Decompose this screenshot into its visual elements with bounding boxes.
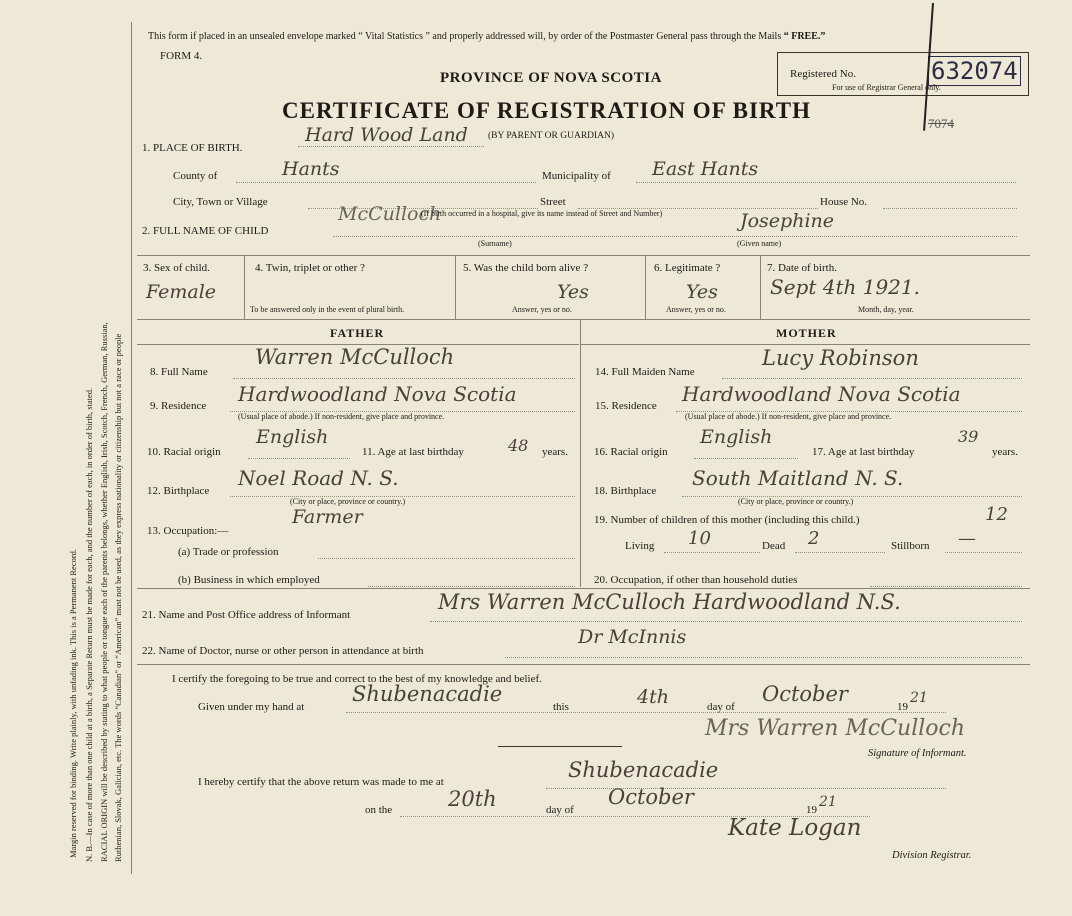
registrar-statement: I hereby certify that the above return was made to me at — [198, 776, 444, 788]
legitimate-value: Yes — [686, 281, 718, 303]
province-heading: PROVINCE OF NOVA SCOTIA — [440, 70, 662, 86]
sex-value: Female — [146, 281, 217, 303]
mother-occupation-label: 20. Occupation, if other than household duties — [594, 574, 798, 586]
mother-racial: English — [700, 426, 773, 448]
father-racial-label: 10. Racial origin — [147, 446, 221, 458]
alive-note: Answer, yes or no. — [512, 305, 572, 314]
mother-age: 39 — [958, 427, 979, 446]
father-residence-label: 9. Residence — [150, 400, 207, 412]
surname-caption: (Surname) — [478, 239, 512, 248]
date-note: Month, day, year. — [858, 305, 914, 314]
twin-label: 4. Twin, triplet or other ? — [255, 262, 365, 274]
stillborn-label: Stillborn — [891, 540, 930, 552]
mother-children: 12 — [985, 504, 1008, 525]
page-title: CERTIFICATE OF REGISTRATION OF BIRTH — [282, 98, 811, 123]
given-under-label: Given under my hand at — [198, 701, 305, 713]
legitimate-note: Answer, yes or no. — [666, 305, 726, 314]
twin-note: To be answered only in the event of plural birth. — [250, 305, 405, 314]
certify-year-prefix: 19 — [897, 701, 908, 713]
registrar-place: Shubenacadie — [568, 758, 719, 782]
street-label: Street — [540, 196, 566, 208]
father-trade-label: (a) Trade or profession — [178, 546, 279, 558]
informant-signature: Mrs Warren McCulloch — [705, 716, 966, 741]
certify-year: 21 — [910, 690, 928, 706]
given-caption: (Given name) — [737, 239, 782, 248]
mother-birthplace: South Maitland N. S. — [692, 466, 904, 490]
struck-number: 7074 — [928, 116, 954, 131]
certify-statement: I certify the foregoing to be true and correct to the best of my knowledge and belief. — [172, 673, 542, 685]
mother-residence-label: 15. Residence — [595, 400, 657, 412]
father-occupation-label: 13. Occupation:— — [147, 525, 229, 537]
father-abode-note: (Usual place of abode.) If non-resident, give place and province. — [238, 412, 445, 421]
alive-value: Yes — [557, 281, 589, 303]
registered-number: 632074 — [928, 56, 1021, 86]
mother-racial-label: 16. Racial origin — [594, 446, 668, 458]
registrar-year: 21 — [819, 794, 837, 810]
municipality-value: East Hants — [652, 158, 759, 180]
county-value: Hants — [282, 158, 340, 180]
registrar-year-prefix: 19 — [806, 804, 817, 816]
father-age: 48 — [508, 436, 529, 455]
mother-children-label: 19. Number of children of this mother (including this child.) — [594, 514, 860, 526]
mother-abode-note: (Usual place of abode.) If non-resident, give place and province. — [685, 412, 892, 421]
child-surname: McCulloch — [338, 203, 442, 225]
registrar-caption: Division Registrar. — [892, 850, 972, 861]
father-occupation: Farmer — [292, 506, 363, 528]
child-given-name: Josephine — [740, 210, 835, 232]
date-label: 7. Date of birth. — [767, 262, 837, 274]
father-birthplace: Noel Road N. S. — [238, 466, 399, 490]
city-label: City, Town or Village — [173, 196, 268, 208]
legitimate-label: 6. Legitimate ? — [654, 262, 721, 274]
margin-note-nb: N. B.—In case of more than one child at a birth, a Separate Return must be made for each, and the number of each, in order of birth, stated. — [84, 387, 94, 862]
place-label: 1. PLACE OF BIRTH. — [142, 142, 243, 154]
stillborn-value: — — [958, 528, 976, 549]
father-age-label: 11. Age at last birthday — [362, 446, 464, 458]
certify-day-of-label: day of — [707, 701, 735, 713]
place-value: Hard Wood Land — [305, 124, 468, 146]
county-label: County of — [173, 170, 218, 182]
mother-age-label: 17. Age at last birthday — [812, 446, 915, 458]
child-name-label: 2. FULL NAME OF CHILD — [142, 225, 269, 237]
place-note: (BY PARENT OR GUARDIAN) — [488, 131, 615, 141]
living-label: Living — [625, 540, 655, 552]
informant-label: 21. Name and Post Office address of Informant — [142, 609, 351, 621]
father-heading: FATHER — [330, 326, 385, 340]
margin-note-racial-2: Ruthenian, Slovak, Galician, etc. The words “Canadian” or “American” must not be used, as they express nationality or citizenship but not a race or people — [113, 333, 123, 862]
father-birthplace-label: 12. Birthplace — [147, 485, 210, 497]
father-name: Warren McCulloch — [255, 345, 455, 369]
date-value: Sept 4th 1921. — [770, 275, 920, 299]
registrar-day: 20th — [448, 787, 497, 811]
father-city-note: (City or place, province or country.) — [290, 497, 406, 506]
father-years: years. — [542, 446, 568, 458]
mother-birthplace-label: 18. Birthplace — [594, 485, 657, 497]
informant-signature-caption: Signature of Informant. — [868, 748, 967, 759]
mother-name: Lucy Robinson — [762, 346, 919, 370]
mother-years: years. — [992, 446, 1018, 458]
registrar-use-note: For use of Registrar General only. — [832, 83, 941, 92]
registrar-signature: Kate Logan — [728, 815, 862, 841]
registrar-day-of-label: day of — [546, 804, 574, 816]
mother-city-note: (City or place, province or country.) — [738, 497, 854, 506]
informant-value: Mrs Warren McCulloch Hardwoodland N.S. — [438, 590, 901, 614]
alive-label: 5. Was the child born alive ? — [463, 262, 589, 274]
dead-value: 2 — [808, 528, 820, 549]
mail-notice: This form if placed in an unsealed envelope marked “ Vital Statistics ” and properly addressed will, by order of the Postmaster General pass through the Mails “ FREE.” — [148, 31, 826, 42]
living-value: 10 — [688, 528, 711, 549]
form-number: FORM 4. — [160, 50, 203, 62]
father-business-label: (b) Business in which employed — [178, 574, 320, 586]
given-place: Shubenacadie — [352, 682, 503, 706]
certify-day: 4th — [637, 686, 669, 708]
mother-residence: Hardwoodland Nova Scotia — [682, 382, 961, 406]
hospital-note: (If birth occurred in a hospital, give its name instead of Street and Number) — [421, 209, 663, 218]
registered-label: Registered No. — [790, 68, 856, 80]
father-residence: Hardwoodland Nova Scotia — [238, 382, 517, 406]
doctor-value: Dr McInnis — [578, 626, 687, 648]
registrar-month: October — [608, 785, 694, 809]
father-racial: English — [256, 426, 329, 448]
mother-name-label: 14. Full Maiden Name — [595, 366, 695, 378]
on-the-label: on the — [365, 804, 393, 816]
margin-line — [131, 22, 132, 874]
municipality-label: Municipality of — [542, 170, 611, 182]
margin-note-racial: RACIAL ORIGIN will be described by stating to what people or tongue each of the parents belongs, whether English, Irish, Scotch, French, German, Russian, — [99, 322, 109, 862]
certify-month: October — [762, 682, 848, 706]
doctor-label: 22. Name of Doctor, nurse or other person in attendance at birth — [142, 645, 424, 657]
dead-label: Dead — [762, 540, 786, 552]
father-name-label: 8. Full Name — [150, 366, 208, 378]
house-label: House No. — [820, 196, 868, 208]
this-label: this — [553, 701, 569, 713]
margin-note-binding: Margin reserved for binding. Write plainly, with unfading ink. This is a Permanent Record. — [68, 548, 78, 858]
sex-label: 3. Sex of child. — [143, 262, 210, 274]
mother-heading: MOTHER — [776, 326, 837, 340]
